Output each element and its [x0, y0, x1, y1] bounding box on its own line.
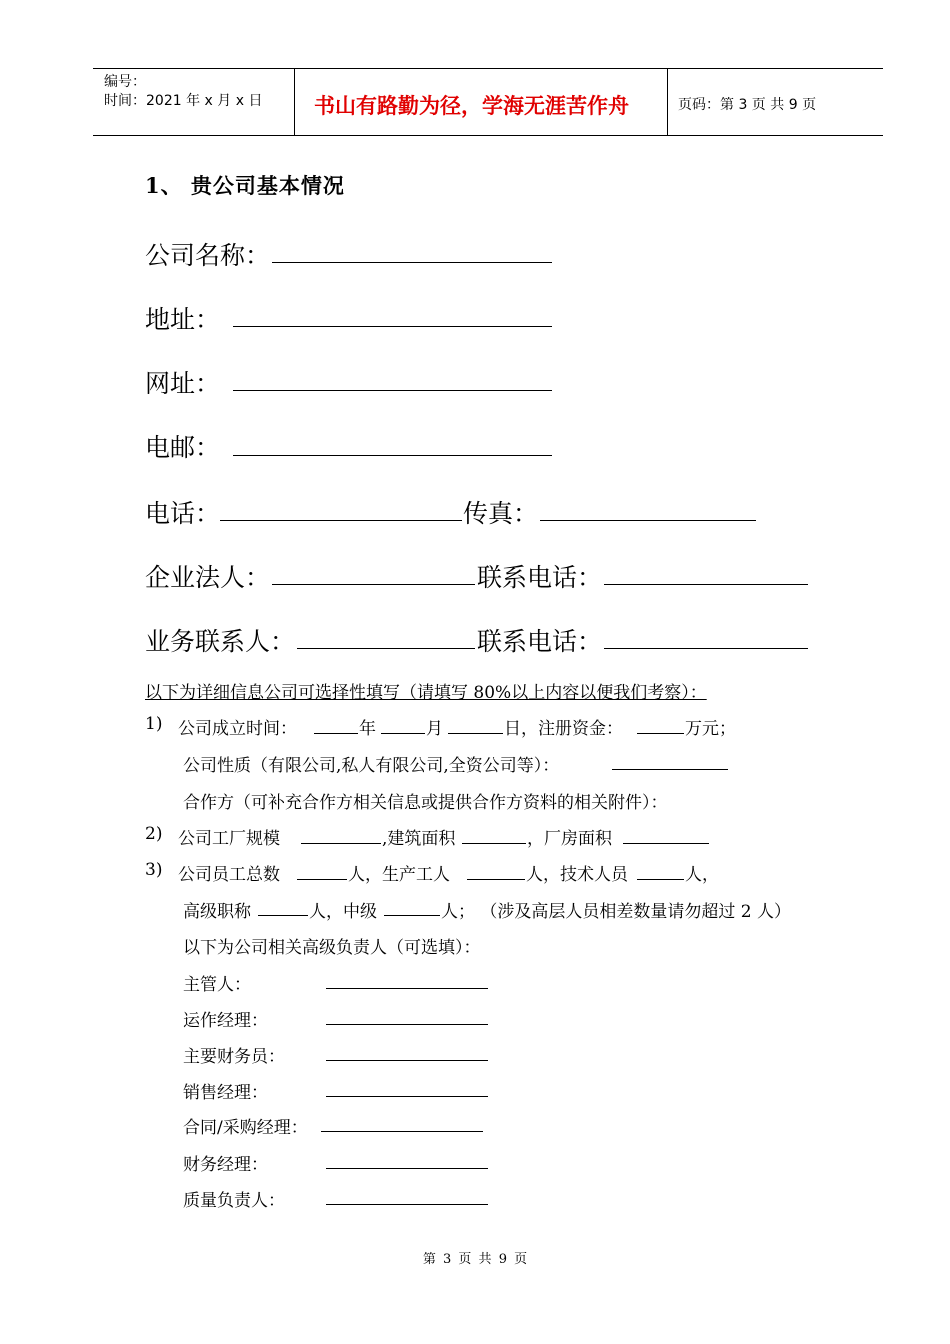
item1-month-label: 月	[426, 719, 443, 739]
website-field[interactable]	[233, 390, 552, 391]
officer-label: 销售经理：	[183, 1083, 268, 1103]
factory-scale-label: 公司工厂规模	[178, 829, 280, 849]
header-bottom-border	[93, 135, 883, 136]
total-staff-label: 公司员工总数	[178, 865, 280, 885]
officer-field[interactable]	[326, 1168, 488, 1169]
officer-label: 财务经理：	[183, 1155, 268, 1175]
mid-title-field[interactable]	[384, 915, 440, 916]
header-top-border	[93, 68, 883, 69]
item1-founded-label: 公司成立时间：	[178, 719, 297, 739]
registered-capital-field[interactable]	[637, 733, 684, 734]
item1-year-label: 年	[359, 719, 376, 739]
officer-field[interactable]	[326, 1204, 488, 1205]
officer-field[interactable]	[321, 1131, 483, 1132]
total-staff-field[interactable]	[297, 879, 347, 880]
company-nature-field[interactable]	[612, 769, 728, 770]
officer-field[interactable]	[326, 1024, 488, 1025]
founded-year-field[interactable]	[314, 733, 358, 734]
website-label: 网址：	[145, 369, 221, 398]
plant-area-label: ，厂房面积	[527, 829, 612, 849]
header-divider-2	[667, 68, 668, 135]
officer-label: 主管人：	[183, 975, 251, 995]
details-intro: 以下为详细信息公司可选择性填写（请填写 80%以上内容以便我们考察）：	[145, 683, 707, 703]
officer-label: 主要财务员：	[183, 1047, 285, 1067]
header-page-label: 页码：第 3 页 共 9 页	[678, 97, 817, 113]
phone-label: 电话：	[145, 499, 221, 528]
item1-day-label: 日，注册资金：	[504, 719, 623, 739]
phone-field[interactable]	[220, 520, 462, 521]
business-contact-label: 业务联系人：	[145, 627, 296, 656]
header-motto: 书山有路勤为径，学海无涯苦作舟	[314, 94, 629, 118]
item1-number: 1)	[145, 714, 163, 734]
legal-person-label: 企业法人：	[145, 563, 271, 592]
item3-number: 3)	[145, 860, 163, 880]
mid-title-label: 人，中级	[309, 902, 377, 922]
founded-month-field[interactable]	[381, 733, 425, 734]
email-label: 电邮：	[145, 433, 221, 462]
item1-wan-label: 万元；	[685, 719, 736, 739]
address-field[interactable]	[233, 326, 552, 327]
header-divider-1	[294, 68, 295, 135]
officer-field[interactable]	[326, 988, 488, 989]
item2-number: 2)	[145, 824, 163, 844]
company-nature-label: 公司性质（有限公司,私人有限公司,全资公司等）：	[183, 756, 560, 776]
technical-staff-unit: 人，	[685, 865, 719, 885]
officers-intro: 以下为公司相关高级负责人（可选填）：	[183, 938, 481, 958]
company-name-label: 公司名称：	[145, 241, 271, 270]
officer-field[interactable]	[326, 1060, 488, 1061]
contact-phone-1-label: 联系电话：	[477, 563, 603, 592]
contact-phone-2-label: 联系电话：	[477, 627, 603, 656]
building-area-field[interactable]	[462, 843, 526, 844]
header-time-label: 时间：2021 年 x 月 x 日	[104, 93, 263, 109]
technical-staff-field[interactable]	[637, 879, 684, 880]
officer-label: 运作经理：	[183, 1011, 268, 1031]
legal-person-field[interactable]	[272, 584, 475, 585]
officer-field[interactable]	[326, 1096, 488, 1097]
footer-page-number: 第 3 页 共 9 页	[422, 1252, 528, 1267]
contact-phone-1-field[interactable]	[604, 584, 808, 585]
factory-scale-field[interactable]	[301, 843, 381, 844]
founded-day-field[interactable]	[448, 733, 503, 734]
section-title: 1、 贵公司基本情况	[145, 173, 345, 198]
plant-area-field[interactable]	[623, 843, 709, 844]
address-label: 地址：	[145, 305, 221, 334]
building-area-label: ,建筑面积	[382, 829, 456, 849]
senior-title-field[interactable]	[258, 915, 308, 916]
email-field[interactable]	[233, 455, 552, 456]
production-workers-field[interactable]	[467, 879, 525, 880]
officer-label: 质量负责人：	[183, 1191, 285, 1211]
staff-note: 人； （涉及高层人员相差数量请勿超过 2 人）	[441, 902, 792, 922]
company-name-field[interactable]	[272, 262, 552, 263]
contact-phone-2-field[interactable]	[604, 648, 808, 649]
fax-field[interactable]	[540, 520, 756, 521]
senior-title-label: 高级职称	[183, 902, 251, 922]
technical-staff-label: 人，技术人员	[526, 865, 628, 885]
business-contact-field[interactable]	[297, 648, 475, 649]
production-workers-label: 人，生产工人	[348, 865, 450, 885]
officer-label: 合同/采购经理：	[183, 1118, 308, 1138]
fax-label: 传真：	[463, 499, 539, 528]
header-number-label: 编号：	[104, 74, 146, 90]
partner-label: 合作方（可补充合作方相关信息或提供合作方资料的相关附件）：	[183, 793, 668, 813]
